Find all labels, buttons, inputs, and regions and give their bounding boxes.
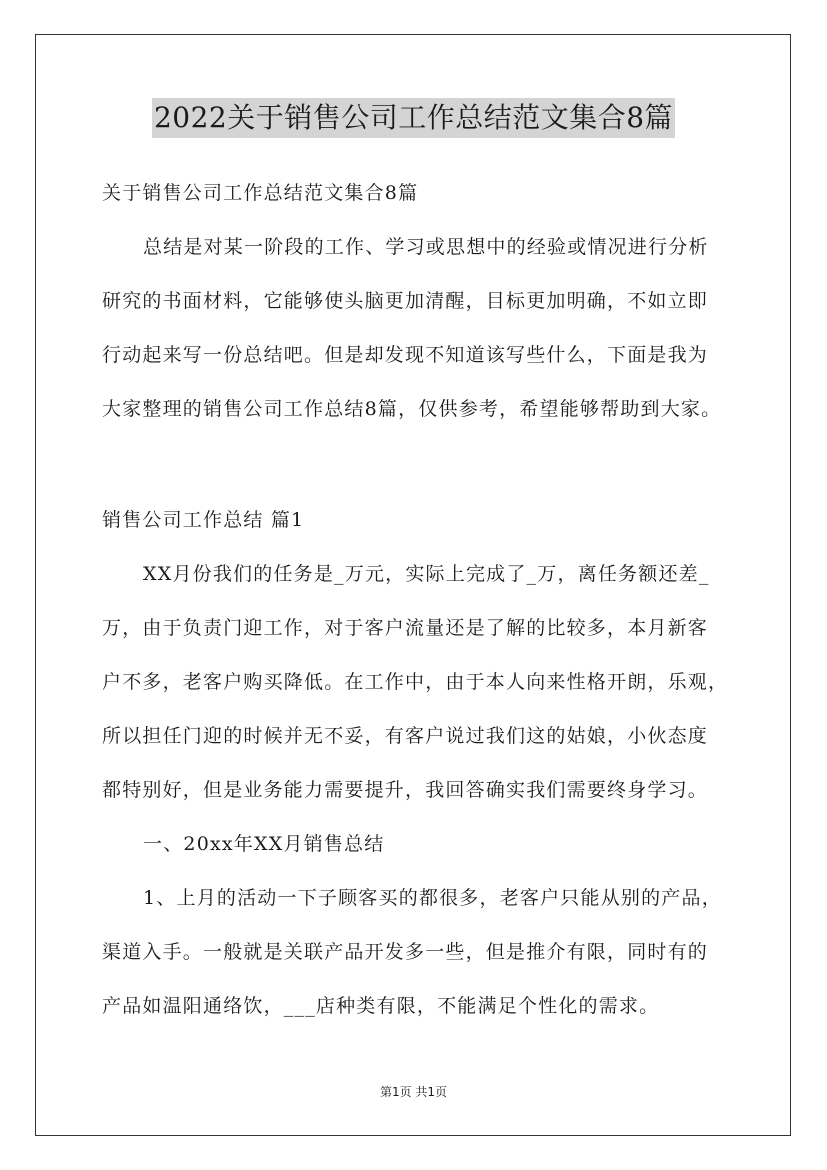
intro-line: 行动起来写一份总结吧。但是却发现不知道该写些什么，下面是我为 [102, 344, 709, 366]
paragraph-line: 1、上月的活动一下子顾客买的都很多，老客户只能从别的产品， [143, 887, 722, 909]
intro-line: 总结是对某一阶段的工作、学习或思想中的经验或情况进行分析 [143, 236, 709, 258]
paragraph-line: 户不多，老客户购买降低。在工作中，由于本人向来性格开朗，乐观， [102, 671, 729, 693]
subheading: 一、20xx年XX月销售总结 [143, 833, 385, 855]
paragraph-line: 渠道入手。一般就是关联产品开发多一些，但是推介有限，同时有的 [102, 941, 709, 963]
page-number-footer: 第1页 共1页 [379, 1085, 448, 1099]
paragraph-line: 所以担任门迎的时候并无不妥，有客户说过我们这的姑娘，小伙态度 [102, 725, 709, 747]
paragraph-line: 产品如温阳通络饮，___店种类有限，不能满足个性化的需求。 [102, 995, 660, 1017]
paragraph-line: 万，由于负责门迎工作，对于客户流量还是了解的比较多，本月新客 [102, 617, 709, 639]
section-heading: 销售公司工作总结 篇1 [102, 509, 305, 531]
document-title: 2022关于销售公司工作总结范文集合8篇 [152, 98, 675, 138]
paragraph-line: 都特别好，但是业务能力需要提升，我回答确实我们需要终身学习。 [102, 779, 709, 801]
paragraph-line: XX月份我们的任务是_万元，实际上完成了_万，离任务额还差_ [143, 563, 710, 585]
intro-line: 大家整理的销售公司工作总结8篇，仅供参考，希望能够帮助到大家。 [102, 398, 722, 420]
title-container [0, 98, 827, 138]
document-subtitle: 关于销售公司工作总结范文集合8篇 [102, 182, 419, 204]
intro-line: 研究的书面材料，它能够使头脑更加清醒，目标更加明确，不如立即 [102, 290, 709, 312]
